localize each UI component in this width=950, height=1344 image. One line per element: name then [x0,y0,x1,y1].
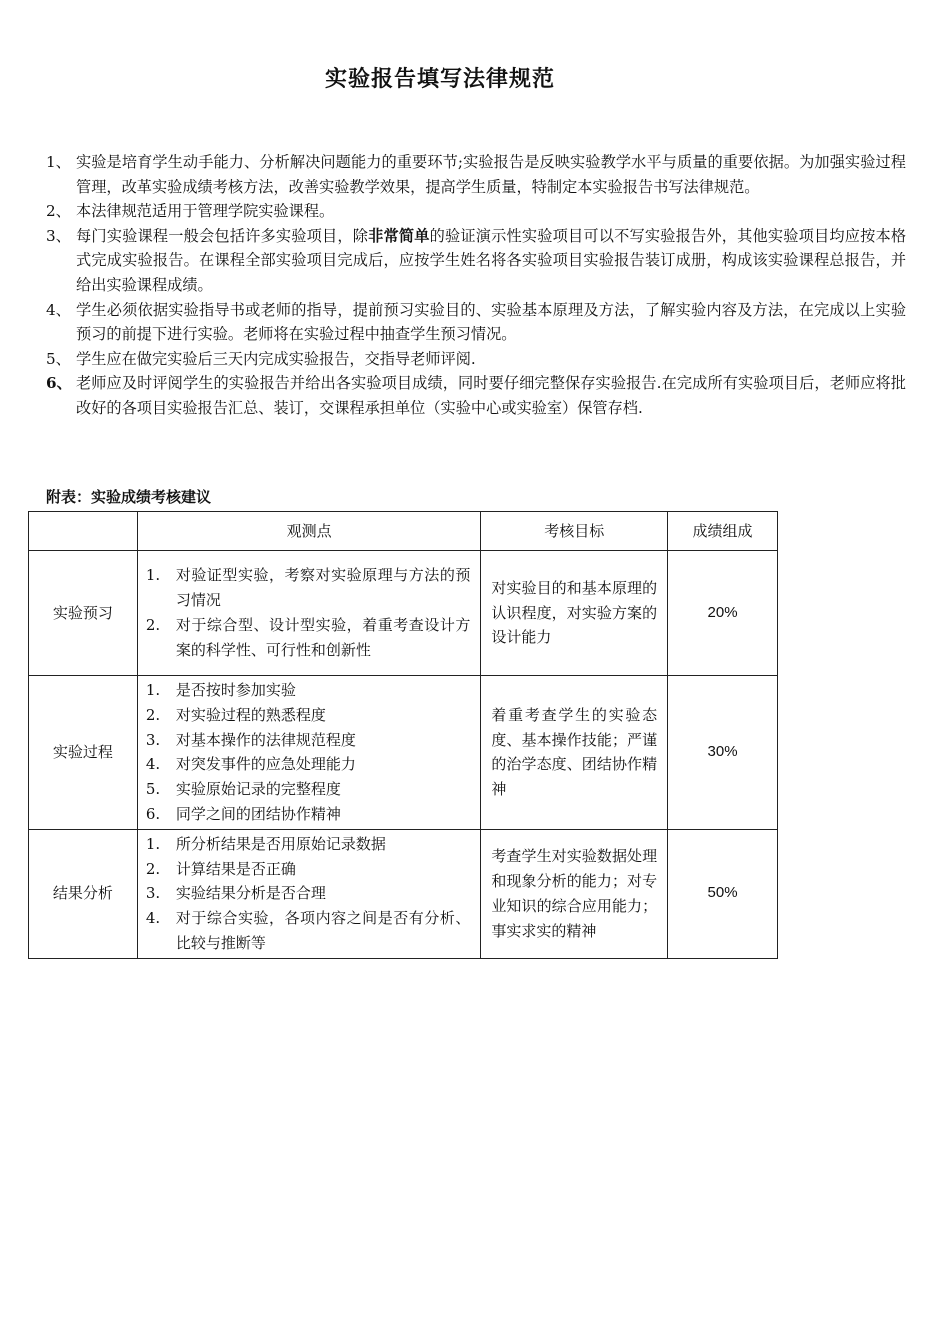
table-row [29,829,778,958]
rule-item-2 [46,199,906,224]
rule-text-after: 的验证演示性实验项目可以不写实验报告外，其他实验项目均应按本格式完成实验报告。在课程全部实验项目完成后，应按学生姓名将各实验项目实验报告装订成册，构成该实验课程总报告，并给出实验课程成绩。 [76,226,907,294]
weight-cell: 20% [668,551,778,676]
point-text: 对于综合型、设计型实验，着重考查设计方案的科学性、可行性和创新性 [175,616,471,659]
target-cell: 对实验目的和基本原理的认识程度，对实验方案的设计能力 [481,551,668,676]
rule-number: 6、 [46,374,72,393]
points-cell [137,676,481,830]
list-item [146,728,471,753]
header-points: 观测点 [137,512,481,551]
point-text: 对基本操作的法律规范程度 [175,730,356,749]
table-row [29,551,778,676]
rule-text: 学生应在做完实验后三天内完成实验报告，交指导老师评阅. [76,349,476,368]
point-text: 对实验过程的熟悉程度 [175,705,326,724]
list-item [146,777,471,802]
rule-item-4 [46,298,906,347]
point-number: 2. [145,616,161,634]
rule-item-5 [46,347,906,372]
header-stage [29,512,138,551]
rule-text-before: 每门实验课程一般会包括许多实验项目，除 [76,226,369,245]
rule-item-1 [46,150,906,199]
points-list [138,676,481,829]
point-number: 3. [145,884,161,903]
point-text: 对验证型实验，考察对实验原理与方法的预习情况 [175,566,471,610]
points-cell [137,551,481,676]
header-weight: 成绩组成 [668,512,778,551]
point-text: 计算结果是否正确 [175,859,296,878]
point-number: 2. [145,705,161,724]
point-number: 4. [145,909,161,928]
point-number: 3. [145,730,161,749]
stage-cell: 结果分析 [29,829,138,958]
rule-number: 5、 [46,349,71,368]
point-number: 1. [145,566,161,585]
point-number: 1. [145,681,161,699]
list-item [146,802,471,827]
target-cell: 考查学生对实验数据处理和现象分析的能力；对专业知识的综合应用能力；事实求实的精神 [481,829,668,958]
grade-table [28,511,778,959]
points-cell [137,829,481,958]
rule-text [76,227,906,294]
points-list [138,830,481,958]
list-item [146,613,471,663]
rules-list [46,150,906,421]
weight-cell: 30% [668,676,778,830]
list-item [146,906,471,956]
rule-text-bold: 非常简单 [368,226,430,245]
point-number: 2. [145,859,161,878]
points-list [138,561,481,664]
rule-item-3 [46,224,906,298]
rule-text: 实验是培育学生动手能力、分析解决问题能力的重要环节;实验报告是反映实验教学水平与质量的重要依据。为加强实验过程管理，改革实验成绩考核方法，改善实验教学效果，提高学生质量，特制定本实验报告书写法律规范。 [76,153,906,196]
point-text: 对于综合实验，各项内容之间是否有分析、比较与推断等 [175,909,471,952]
point-number: 1. [145,834,161,853]
rule-number: 3、 [46,226,71,245]
rule-text: 老师应及时评阅学生的实验报告并给出各实验项目成绩，同时要仔细完整保存实验报告.在完成所有实验项目后，老师应将批改好的各项目实验报告汇总、装订，交课程承担单位（实验中心或实验室）保管存档. [76,374,906,417]
list-item [146,857,471,882]
list-item [146,752,471,777]
point-number: 4. [145,755,161,774]
rule-number: 4、 [46,300,71,319]
target-cell: 着重考查学生的实验态度、基本操作技能；严谨的治学态度、团结协作精神 [481,676,668,830]
point-text: 对突发事件的应急处理能力 [175,755,356,774]
point-text: 同学之间的团结协作精神 [175,804,341,823]
rule-item-6 [46,371,906,420]
list-item [146,563,471,613]
point-text: 实验结果分析是否合理 [175,884,326,903]
list-item [146,881,471,906]
rule-number: 2、 [46,202,71,221]
stage-cell: 实验预习 [29,551,138,676]
rule-number: 1、 [46,153,71,171]
header-target: 考核目标 [481,512,668,551]
point-number: 5. [145,780,161,799]
list-item [146,703,471,728]
point-text: 实验原始记录的完整程度 [175,780,341,799]
page-title: 实验报告填写法律规范 [324,66,555,92]
table-header-row [29,512,778,551]
stage-cell: 实验过程 [29,676,138,830]
list-item [146,678,471,703]
list-item [146,832,471,857]
table-row [29,676,778,830]
point-number: 6. [145,804,161,823]
appendix-title: 附表：实验成绩考核建议 [46,488,212,506]
rule-text: 本法律规范适用于管理学院实验课程。 [76,202,335,221]
rule-text: 学生必须依据实验指导书或老师的指导，提前预习实验目的、实验基本原理及方法，了解实验内容及方法，在完成以上实验预习的前提下进行实验。老师将在实验过程中抽查学生预习情况。 [76,300,906,344]
weight-cell: 50% [668,829,778,958]
point-text: 所分析结果是否用原始记录数据 [175,834,386,853]
point-text: 是否按时参加实验 [175,681,296,699]
